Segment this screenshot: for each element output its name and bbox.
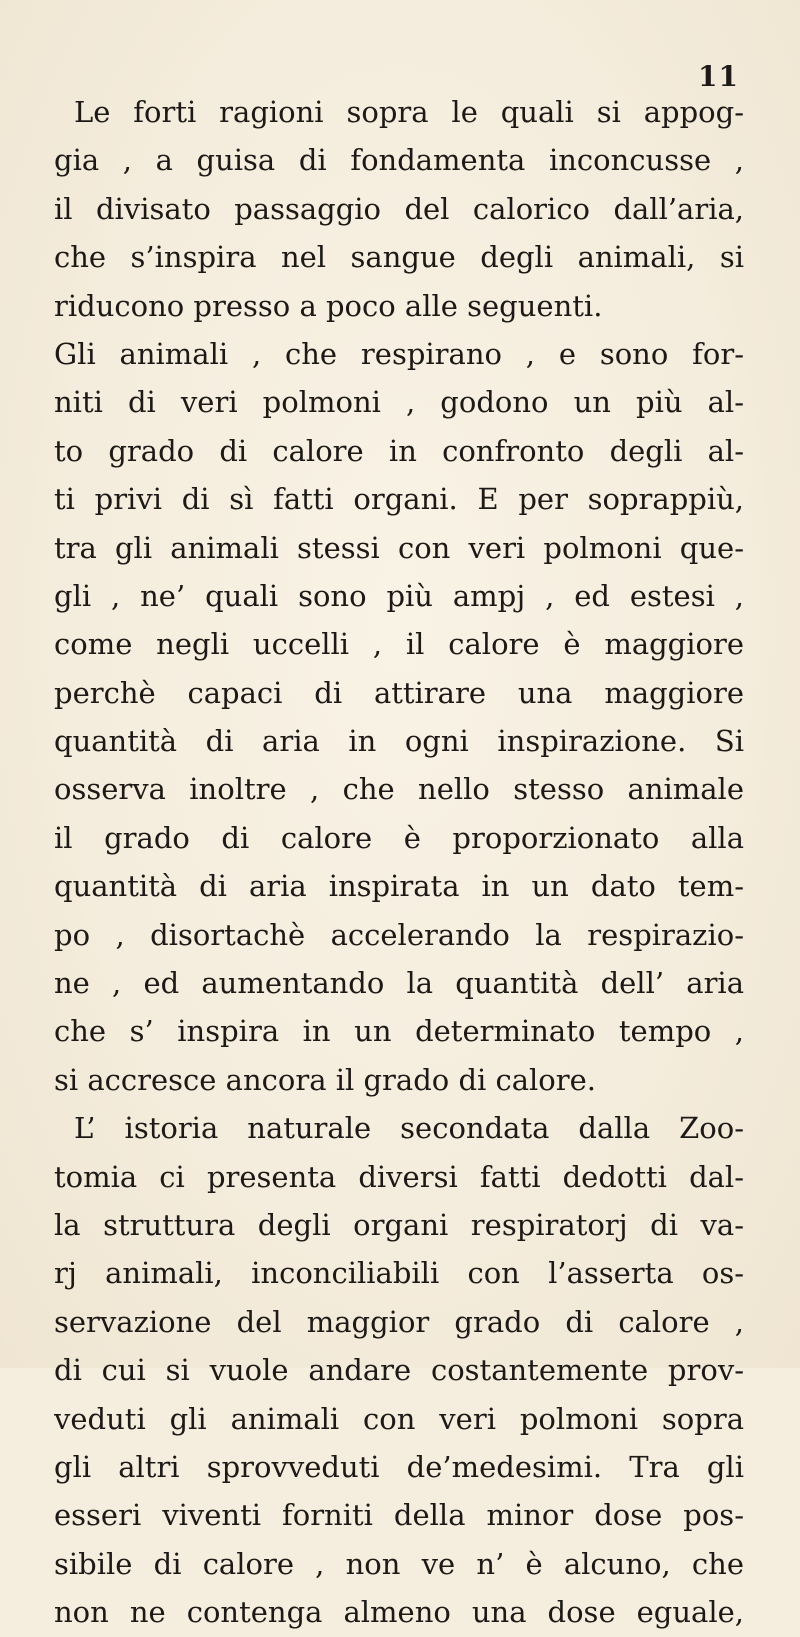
text-line: di cui si vuole andare costantemente prov- <box>54 1353 744 1388</box>
text-line: come negli uccelli , il calore è maggiore <box>54 627 744 662</box>
text-line: L’ istoria naturale secondata dalla Zoo- <box>74 1111 744 1146</box>
text-line: esseri viventi forniti della minor dose pos- <box>54 1498 744 1533</box>
text-line: sibile di calore , non ve n’ è alcuno, che <box>54 1546 744 1581</box>
text-line: tomia ci presenta diversi fatti dedotti dal- <box>54 1159 744 1194</box>
text-line: il grado di calore è proporzionato alla <box>54 820 744 855</box>
text-line: che s’inspira nel sangue degli animali, si <box>54 240 744 275</box>
text-line: quantità di aria inspirata in un dato tem- <box>54 869 744 904</box>
text-line: la struttura degli organi respiratorj di va- <box>54 1207 744 1242</box>
text-line: to grado di calore in confronto degli al- <box>54 433 744 468</box>
text-line: riducono presso a poco alle seguenti. <box>54 288 603 323</box>
text-line: Gli animali , che respirano , e sono for- <box>54 336 744 371</box>
text-line: si accresce ancora il grado di calore. <box>54 1062 597 1097</box>
text-line: rj animali, inconciliabili con l’asserta os- <box>54 1256 744 1291</box>
text-line: che s’ inspira in un determinato tempo , <box>54 1014 744 1049</box>
text-line: gli , ne’ quali sono più ampj , ed estesi , <box>54 578 744 613</box>
text-line: perchè capaci di attirare una maggiore <box>54 675 744 710</box>
text-line: servazione del maggior grado di calore , <box>54 1304 744 1339</box>
text-line: veduti gli animali con veri polmoni sopra <box>54 1401 744 1436</box>
text-line: ti privi di sì fatti organi. E per soprappiù, <box>54 482 744 517</box>
text-line: non ne contenga almeno una dose eguale, <box>54 1595 744 1630</box>
text-line: Le forti ragioni sopra le quali si appog- <box>74 95 744 129</box>
text-line: il divisato passaggio del calorico dall’aria, <box>54 191 744 226</box>
text-line: ne , ed aumentando la quantità dell’ aria <box>54 966 744 1001</box>
text-line: po , disortachè accelerando la respirazio- <box>54 917 744 952</box>
text-line: tra gli animali stessi con veri polmoni que- <box>54 530 744 565</box>
text-line: osserva inoltre , che nello stesso animale <box>54 772 744 807</box>
body-text <box>54 88 744 1637</box>
text-line: niti di veri polmoni , godono un più al- <box>54 385 744 420</box>
page-number: 11 <box>698 60 739 93</box>
text-line: gli altri sprovveduti de’medesimi. Tra gli <box>54 1449 744 1484</box>
text-line: gia , a guisa di fondamenta inconcusse , <box>54 143 744 178</box>
text-line: quantità di aria in ogni inspirazione. Si <box>54 724 744 759</box>
